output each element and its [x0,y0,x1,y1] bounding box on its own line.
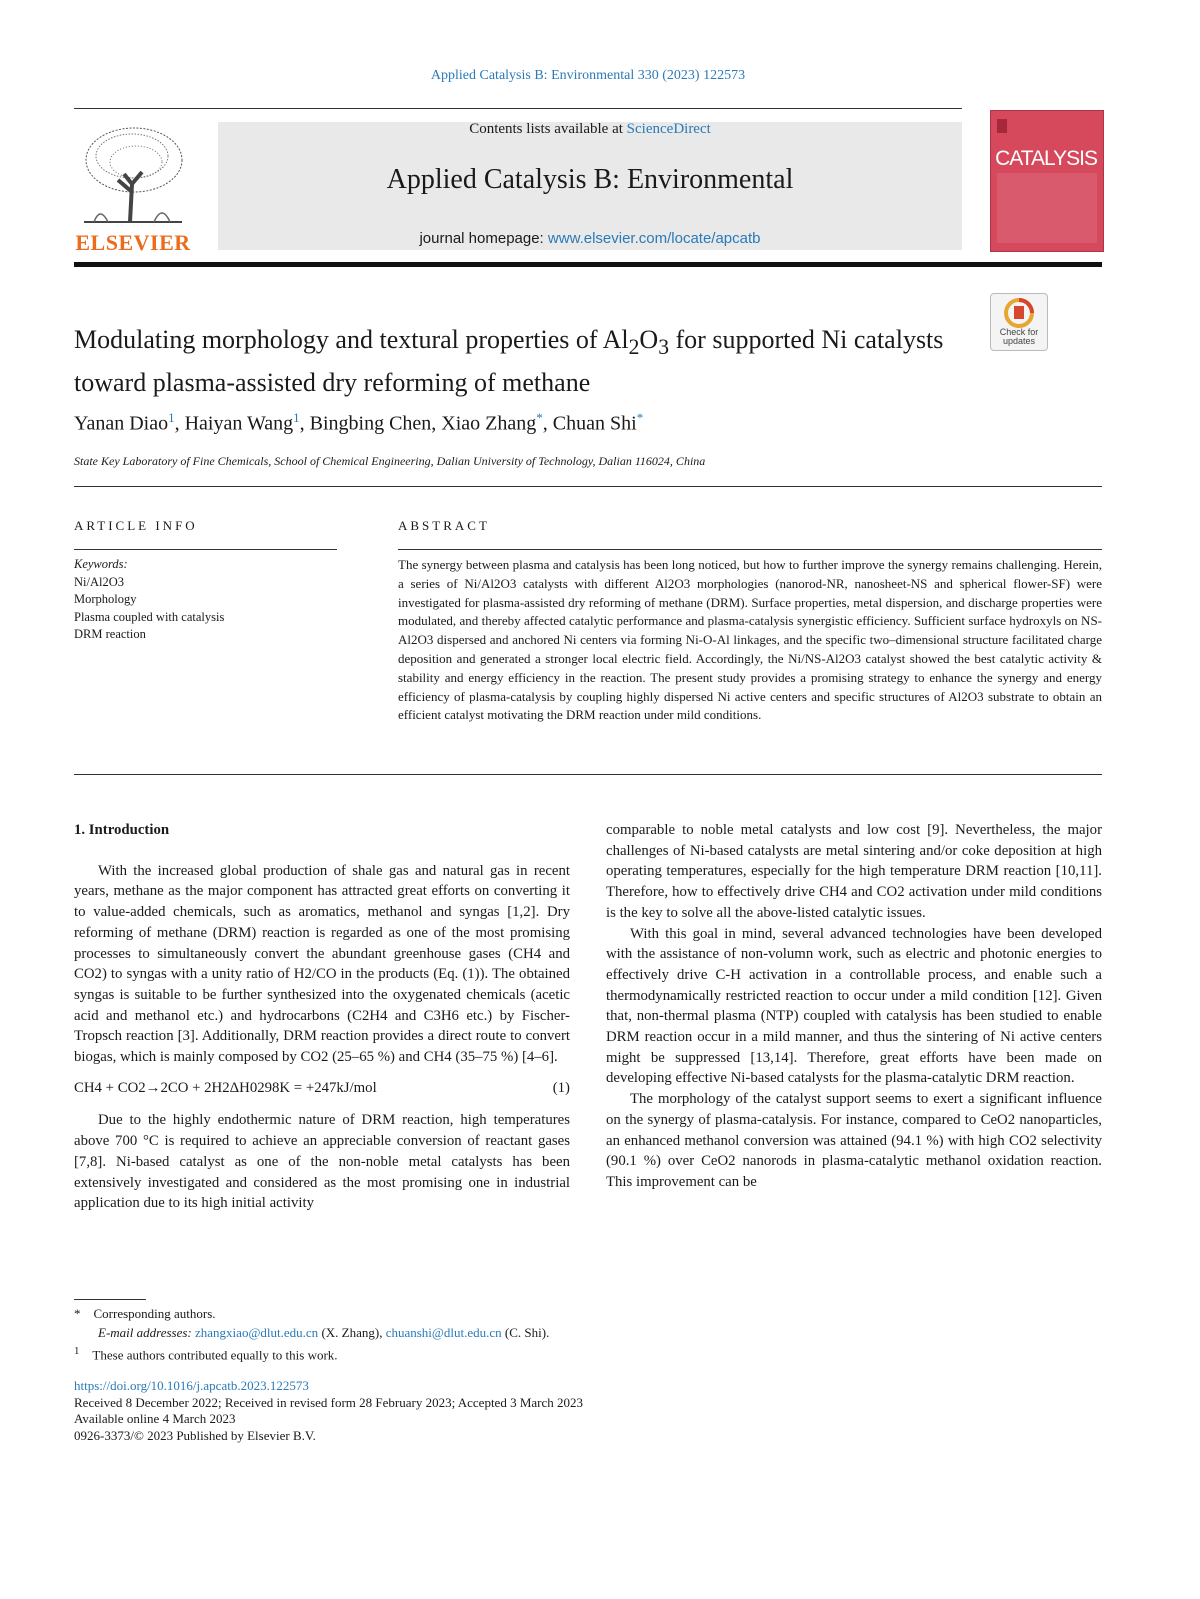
footnote-mark: 1 [74,1345,80,1357]
email-label: E-mail addresses: [98,1325,192,1340]
keyword-item: DRM reaction [74,627,146,641]
paragraph: Due to the highly endothermic nature of DRM reaction, high temperatures above 700 °C is required to achieve an appreciable conversion of reactant gases [7,8]. Ni-based catalyst as one of the non-noble metal catalysts has been extensively investigated and considered as the most promising one in industrial application due to its high initial activity [74,1112,570,1212]
author-mark[interactable]: * [536,410,543,425]
contents-prefix: Contents lists available at [469,121,623,137]
check-for-updates-button[interactable] [990,293,1048,351]
affiliation: State Key Laboratory of Fine Chemicals, School of Chemical Engineering, Dalian University of Technology, Dalian 116024, China [74,454,706,468]
header-thick-rule [74,262,1102,267]
title-text-mid: O [639,325,659,354]
available-online: Available online 4 March 2023 [74,1411,236,1426]
paragraph: comparable to noble metal catalysts and low cost [9]. Nevertheless, the major challenges of Ni-based catalysts are metal sintering and/or coke deposition at high operating temperatures, especially for the high temperature DRM reaction [10,11]. Therefore, how to effectively drive CH4 and CO2 activation under mild conditions is the key to solve all the above-listed catalytic issues. [606,822,1102,921]
footnote-mark: * [74,1306,81,1321]
check-updates-label: Check for updates [999,327,1039,346]
footnotes [74,1304,774,1364]
author-name[interactable]: Chuan Shi [552,412,637,435]
body-column-right [606,820,1102,1193]
homepage-line [218,230,962,247]
copyright: 0926-3373/© 2023 Published by Elsevier B.V. [74,1427,316,1443]
body-column-left [74,820,570,1214]
footnote-text: These authors contributed equally to this work. [92,1347,338,1363]
author-mark[interactable]: 1 [293,410,300,425]
email-link[interactable]: chuanshi@dlut.edu.cn [385,1325,502,1340]
elsevier-wordmark: ELSEVIER [75,230,191,255]
contents-line [218,121,962,138]
keyword-item: Plasma coupled with catalysis [74,609,225,624]
keywords-block [74,556,337,644]
paragraph: The morphology of the catalyst support seems to exert a significant influence on the synergy of plasma-catalysis. For instance, compared to CeO2 nanoparticles, an enhanced methanol conversion was attained (94.1 %) with high CO2 selectivity (90.1 %) over CeO2 nanorods in plasma-catalytic methanol oxidation reaction. This improvement can be [606,1091,1102,1190]
abstract-text: The synergy between plasma and catalysis has been long noticed, but how to further improve the synergy remains challenging. Herein, a series of Ni/Al2O3 catalysts with different Al2O3 morphologies (nanorod-NR, nanosheet-NS and spherical flower-SF) were investigated for plasma-assisted dry reforming of methane (DRM). Surface properties, metal dispersion, and discharge properties were modulated, and thereby affected catalytic performance and plasma-catalysis synergistic efficiency. Sufficient surface hydroxyls on NS-Al2O3 dispersed and anchored Ni centers via forming Ni-O-Al linkages, and the specific two–dimensional structure facilitated charge deposition and generated a stronger local electric field. Accordingly, the Ni/NS-Al2O3 catalyst showed the best catalytic activity & stability and energy efficiency in the reaction. The present study provides a promising strategy to enhance the synergy and energy efficiency of plasma-catalysis by coupling highly dispersed Ni active centers and specific structures of Al2O3 substrate to obtain an efficient catalyst motivating the DRM reaction under mild conditions. [398,557,1102,723]
check-updates-icon [1004,298,1034,328]
footnote-text: Corresponding authors. [93,1306,216,1321]
author-name[interactable]: Xiao Zhang [441,412,537,435]
doi-link[interactable]: https://doi.org/10.1016/j.apcatb.2023.122573 [74,1378,309,1393]
publication-info [74,1378,874,1444]
journal-reference[interactable]: Applied Catalysis B: Environmental 330 (2023) 122573 [430,68,746,83]
footnote-emails [74,1323,774,1342]
keywords-title: Keywords: [74,557,128,571]
cover-logo-icon [997,119,1007,133]
keyword-item: Morphology [74,592,137,606]
article-info-heading: ARTICLE INFO [74,518,198,533]
cover-pattern [997,173,1097,243]
equation-1 [74,1078,570,1099]
title-text-1: Modulating morphology and textural properties of Al [74,325,629,354]
email-owner: (C. Shi). [501,1325,550,1340]
footnote-equal-contribution [74,1342,774,1364]
article-info-rule [74,549,337,550]
author-mark[interactable]: 1 [168,410,175,425]
keyword-item: Ni/Al2O3 [74,574,124,589]
abstract-heading: ABSTRACT [398,518,490,533]
abstract-bottom-rule [74,774,1102,775]
paragraph: With the increased global production of shale gas and natural gas in recent years, methane as the major component has attracted great efforts on converting it to value-added chemicals, such as aromatics, methanol and syngas [1,2]. Dry reforming of methane (DRM) reaction is regarded as one of the most promising processes to simultaneously convert the abundant greenhouse gases (CH4 and CO2) to syngas with a unity ratio of H2/CO in the products (Eq. (1)). The obtained syngas is suitable to be further synthesized into the oxygenated chemicals (acetic acid and methanol etc.) and hydrocarbons (C2H4 and C3H6 etc.) by Fischer-Tropsch reaction [3]. Additionally, DRM reaction provides a direct route to convert biogas, which is mainly composed by CO2 (25–65 %) and CH4 (35–75 %) [4–6]. [74,862,570,1066]
article-title [74,322,974,400]
title-sub-2: 3 [658,335,670,360]
title-text-2: for supported Ni catalysts toward plasma-assisted dry reforming of methane [74,325,944,398]
cover-title: CATALYSIS [995,147,1097,170]
email-owner: (X. Zhang), [318,1325,386,1340]
homepage-prefix: journal homepage: [419,230,544,247]
author-name[interactable]: Haiyan Wang [184,412,294,435]
equation-number: (1) [552,1079,570,1096]
footnote-corresponding [74,1304,774,1323]
equation-text: CH4 + CO2→2CO + 2H2ΔH0298K = +247kJ/mol [74,1079,377,1096]
tree-icon [74,122,192,227]
author-list: Yanan Diao$^1$, Haiyan Wang$^1$, Bingbing Chen, Xiao Zhang*, Chuan Shi* [74,410,644,435]
abstract-rule [398,549,1102,550]
paragraph: With this goal in mind, several advanced technologies have been developed with the assistance of non-volumn work, such as electric and photonic energies to effectively drive C-H activation in a controllable process, and enable such a thermodynamically restricted reaction to occur under a mild condition [12]. Given that, non-thermal plasma (NTP) coupled with catalysis has been studied to enable DRM reaction occur in a mild manner, and thus the sintering of Ni active centers might be suppressed [13,14]. Therefore, great efforts have been made on developing effective Ni-based catalysts for the plasma-catalytic DRM reaction. [606,925,1102,1087]
author-name[interactable]: Yanan Diao [74,412,169,435]
affiliation-rule [74,486,1102,487]
received-dates: Received 8 December 2022; Received in revised form 28 February 2023; Accepted 3 March 2023 [74,1394,583,1410]
section-heading-introduction: 1. Introduction [74,822,170,838]
homepage-link[interactable]: www.elsevier.com/locate/apcatb [547,230,761,247]
journal-cover-image[interactable] [990,110,1104,252]
title-sub-1: 2 [628,335,640,360]
sciencedirect-link[interactable]: ScienceDirect [626,121,711,137]
author-mark[interactable]: * [636,410,644,425]
journal-name: Applied Catalysis B: Environmental [386,164,794,195]
email-link[interactable]: zhangxiao@dlut.edu.cn [195,1325,319,1340]
header-rule [74,108,962,109]
author-name[interactable]: Bingbing Chen [309,412,432,435]
footnote-rule [74,1299,146,1300]
